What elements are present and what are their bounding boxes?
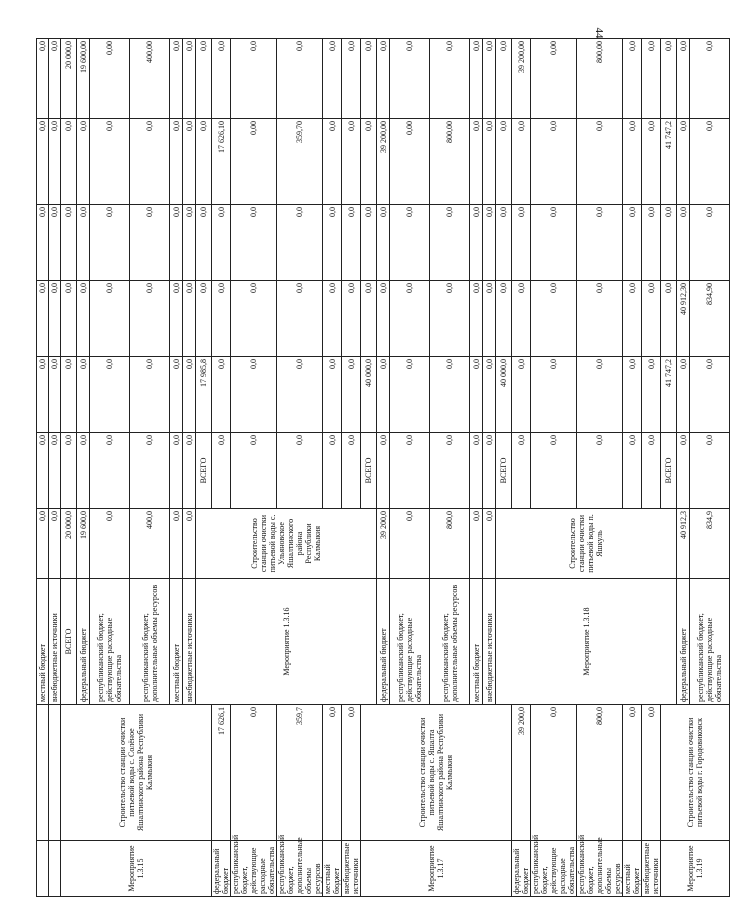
amount-cell: 0,0	[196, 39, 212, 119]
amount-cell: 0,0	[642, 39, 661, 119]
table-row	[212, 39, 231, 897]
amount-cell: 0,0	[642, 281, 661, 357]
amount-cell: 0,0	[231, 39, 277, 119]
funding-source-cell: республиканский бюджет, действующие расходные обязательства	[231, 841, 277, 897]
funding-source-cell: внебюджетные источники	[642, 841, 661, 897]
amount-cell: 0,0	[577, 281, 623, 357]
amount-cell: 0,0	[212, 205, 231, 281]
amount-cell: 0,0	[90, 433, 130, 509]
amount-cell: 0,0	[661, 39, 677, 119]
amount-cell: 0,0	[377, 357, 390, 433]
funding-source-cell: местный бюджет	[170, 579, 183, 705]
amount-cell: 0,0	[677, 357, 690, 433]
table-row	[361, 39, 377, 897]
amount-cell: 0,0	[61, 281, 77, 357]
amount-cell: 0,0	[390, 357, 430, 433]
amount-cell: 0,0	[61, 119, 77, 205]
amount-cell: 0,0	[37, 433, 49, 509]
amount-cell: 0,0	[483, 433, 496, 509]
amount-cell: 0,0	[470, 119, 483, 205]
amount-cell: 0,0	[277, 357, 323, 433]
amount-cell: 19 600,00	[77, 39, 90, 119]
funding-source-cell: внебюджетные источники	[183, 579, 196, 705]
amount-cell: 0,0	[183, 205, 196, 281]
amount-cell: 0,0	[531, 357, 577, 433]
amount-cell: 0,0	[361, 281, 377, 357]
amount-cell: 17 985,8	[196, 357, 212, 433]
amount-cell: 0,0	[61, 205, 77, 281]
funding-source-cell: федеральный бюджет	[77, 579, 90, 705]
amount-cell: 0,0	[170, 357, 183, 433]
amount-cell: 0,0	[342, 357, 361, 433]
amount-cell: 0,0	[470, 39, 483, 119]
amount-cell: 0,0	[690, 119, 730, 205]
amount-cell: 0,0	[130, 357, 170, 433]
amount-cell: 0,0	[170, 205, 183, 281]
amount-cell: 0,0	[130, 433, 170, 509]
amount-cell: 0,0	[512, 357, 531, 433]
amount-cell: 0,0	[77, 119, 90, 205]
amount-cell: 0,0	[512, 281, 531, 357]
amount-cell: 0,0	[49, 39, 61, 119]
amount-cell: 0,0	[342, 39, 361, 119]
total-label-cell: ВСЕГО	[496, 433, 512, 509]
table-row	[61, 39, 77, 897]
funding-source-cell: республиканский бюджет, дополнительные объемы ресурсов	[430, 579, 470, 705]
amount-cell: 0,0	[677, 39, 690, 119]
table-row	[642, 39, 661, 897]
amount-cell: 0,0	[130, 119, 170, 205]
amount-cell: 0,0	[690, 205, 730, 281]
funding-source-cell: внебюджетные источники	[342, 841, 361, 897]
amount-cell: 20 000,0	[61, 39, 77, 119]
measure-id-cell: Мероприятие 1.3.18	[496, 579, 677, 705]
amount-cell: 0,0	[483, 205, 496, 281]
amount-cell: 0,0	[130, 281, 170, 357]
amount-cell: 0,0	[231, 357, 277, 433]
table-row	[342, 39, 361, 897]
amount-cell: 0,0	[623, 357, 642, 433]
amount-cell: 0,0	[677, 433, 690, 509]
amount-cell: 0,0	[483, 281, 496, 357]
amount-cell: 0,0	[77, 433, 90, 509]
amount-cell: 40 912,3	[677, 509, 690, 579]
amount-cell: 0,0	[342, 705, 361, 841]
funding-source-cell: федеральный бюджет	[212, 841, 231, 897]
amount-cell: 800,0	[577, 705, 623, 841]
funding-source-cell: местный бюджет	[37, 579, 49, 705]
amount-cell: 0,0	[496, 281, 512, 357]
amount-cell: 0,0	[49, 281, 61, 357]
amount-cell: 0,00	[90, 39, 130, 119]
amount-cell: 0,0	[483, 39, 496, 119]
total-label-cell: ВСЕГО	[661, 433, 677, 509]
measure-id-cell: Мероприятие 1.3.16	[196, 579, 377, 705]
measure-id-cell	[37, 841, 49, 897]
amount-cell: 0,0	[361, 39, 377, 119]
amount-cell: 0,0	[512, 119, 531, 205]
amount-cell: 0,0	[531, 205, 577, 281]
measure-id-cell	[49, 841, 61, 897]
amount-cell: 0,0	[677, 205, 690, 281]
amount-cell: 0,0	[342, 205, 361, 281]
amount-cell: 0,0	[496, 39, 512, 119]
amount-cell: 0,0	[212, 39, 231, 119]
measure-id-cell: Мероприятие 1.3.17	[361, 841, 512, 897]
amount-cell: 0,0	[690, 357, 730, 433]
amount-cell: 41 747,2	[661, 357, 677, 433]
amount-cell: 834,9	[690, 509, 730, 579]
table-row	[623, 39, 642, 897]
amount-cell: 0,0	[677, 119, 690, 205]
amount-cell: 0,0	[577, 119, 623, 205]
amount-cell: 0,0	[623, 281, 642, 357]
amount-cell: 0,0	[49, 357, 61, 433]
amount-cell: 0,0	[577, 205, 623, 281]
amount-cell: 0,0	[623, 433, 642, 509]
amount-cell: 0,0	[49, 119, 61, 205]
amount-cell: 0,0	[577, 357, 623, 433]
total-label-cell: ВСЕГО	[196, 433, 212, 509]
funding-source-cell: внебюджетные источники	[483, 579, 496, 705]
amount-cell: 0,0	[37, 509, 49, 579]
amount-cell: 0,0	[196, 205, 212, 281]
amount-cell: 0,0	[377, 205, 390, 281]
funding-source-cell: республиканский бюджет, действующие расходные обязательства	[390, 579, 430, 705]
measure-name-cell: Строительство станции очистки питьевой воды г. Городовиковск	[661, 705, 730, 841]
amount-cell: 0,0	[277, 39, 323, 119]
amount-cell: 41 747,2	[661, 119, 677, 205]
page-number: 44	[593, 27, 605, 39]
amount-cell: 0,0	[690, 433, 730, 509]
funding-source-cell: федеральный бюджет	[377, 579, 390, 705]
amount-cell: 0,0	[277, 205, 323, 281]
amount-cell: 0,0	[623, 39, 642, 119]
amount-cell: 0,0	[531, 433, 577, 509]
amount-cell: 0,0	[430, 433, 470, 509]
funding-source-cell: федеральный бюджет	[677, 579, 690, 705]
table-row	[323, 39, 342, 897]
amount-cell: 800,00	[430, 119, 470, 205]
amount-cell: 40 000,0	[496, 357, 512, 433]
funding-table	[36, 38, 730, 897]
table-row	[577, 39, 623, 897]
amount-cell: 0,0	[77, 281, 90, 357]
amount-cell: 0,0	[170, 281, 183, 357]
amount-cell: 0,0	[183, 433, 196, 509]
amount-cell: 0,0	[390, 281, 430, 357]
amount-cell: 0,0	[277, 433, 323, 509]
amount-cell: 400,0	[130, 509, 170, 579]
table-row	[661, 39, 677, 897]
amount-cell: 0,0	[642, 433, 661, 509]
table-row	[231, 39, 277, 897]
amount-cell: 0,0	[390, 433, 430, 509]
measure-name-cell	[49, 705, 61, 841]
amount-cell: 0,0	[642, 119, 661, 205]
amount-cell: 0,0	[661, 281, 677, 357]
amount-cell: 0,0	[37, 39, 49, 119]
amount-cell: 0,0	[323, 433, 342, 509]
amount-cell: 0,0	[361, 205, 377, 281]
measure-id-cell: Мероприятие 1.3.15	[61, 841, 212, 897]
amount-cell: 0,0	[496, 119, 512, 205]
table-row	[277, 39, 323, 897]
amount-cell: 0,0	[170, 509, 183, 579]
amount-cell: 0,0	[90, 509, 130, 579]
amount-cell: 0,0	[470, 205, 483, 281]
amount-cell: 0,0	[90, 119, 130, 205]
table-row	[49, 39, 61, 897]
funding-source-cell: местный бюджет	[323, 841, 342, 897]
amount-cell: 0,0	[323, 357, 342, 433]
amount-cell: 0,0	[212, 281, 231, 357]
amount-cell: 0,0	[231, 281, 277, 357]
amount-cell: 0,0	[170, 39, 183, 119]
amount-cell: 0,0	[323, 205, 342, 281]
funding-source-cell: федеральный бюджет	[512, 841, 531, 897]
amount-cell: 39 200,00	[512, 39, 531, 119]
amount-cell: 39 200,0	[512, 705, 531, 841]
amount-cell: 0,0	[390, 509, 430, 579]
amount-cell: 0,0	[323, 281, 342, 357]
table-row	[37, 39, 49, 897]
funding-table-body	[37, 39, 730, 897]
amount-cell: 0,0	[196, 281, 212, 357]
amount-cell: 0,0	[470, 357, 483, 433]
amount-cell: 0,0	[49, 205, 61, 281]
amount-cell: 0,0	[623, 705, 642, 841]
amount-cell: 0,0	[37, 205, 49, 281]
measure-name-cell	[37, 705, 49, 841]
funding-source-cell: республиканский бюджет, дополнительные объемы ресурсов	[277, 841, 323, 897]
total-label-cell: ВСЕГО	[61, 579, 77, 705]
amount-cell: 0,0	[483, 357, 496, 433]
funding-source-cell: внебюджетные источники	[49, 579, 61, 705]
amount-cell: 0,0	[61, 433, 77, 509]
amount-cell: 0,0	[430, 281, 470, 357]
amount-cell: 0,00	[531, 39, 577, 119]
measure-name-cell: Строительство станции очистки питьевой воды с. Ульяновское Яшалтинского района Республики Калмыкия	[196, 509, 377, 579]
amount-cell: 0,0	[430, 39, 470, 119]
amount-cell: 0,0	[277, 281, 323, 357]
amount-cell: 0,0	[37, 281, 49, 357]
amount-cell: 0,00	[390, 119, 430, 205]
amount-cell: 0,0	[231, 205, 277, 281]
amount-cell: 0,0	[61, 357, 77, 433]
table-row	[531, 39, 577, 897]
funding-source-cell: республиканский бюджет, действующие расходные обязательства	[690, 579, 730, 705]
amount-cell: 0,0	[49, 509, 61, 579]
amount-cell: 0,0	[512, 433, 531, 509]
amount-cell: 0,0	[642, 357, 661, 433]
amount-cell: 0,0	[377, 433, 390, 509]
amount-cell: 0,0	[430, 205, 470, 281]
amount-cell: 19 600,0	[77, 509, 90, 579]
amount-cell: 0,0	[77, 357, 90, 433]
amount-cell: 0,0	[231, 705, 277, 841]
funding-source-cell: республиканский бюджет, действующие расходные обязательства	[90, 579, 130, 705]
amount-cell: 0,0	[342, 119, 361, 205]
amount-cell: 0,0	[212, 433, 231, 509]
amount-cell: 0,0	[661, 205, 677, 281]
amount-cell: 20 000,0	[61, 509, 77, 579]
amount-cell: 0,0	[90, 357, 130, 433]
rotated-landscape-page	[36, 39, 723, 897]
funding-source-cell: местный бюджет	[623, 841, 642, 897]
amount-cell: 0,0	[642, 705, 661, 841]
amount-cell: 39 200,00	[377, 119, 390, 205]
amount-cell: 0,0	[170, 119, 183, 205]
amount-cell: 0,0	[231, 433, 277, 509]
amount-cell: 0,0	[512, 205, 531, 281]
funding-source-cell: республиканский бюджет, дополнительные объемы ресурсов	[577, 841, 623, 897]
amount-cell: 0,0	[470, 509, 483, 579]
amount-cell: 0,0	[496, 205, 512, 281]
amount-cell: 0,0	[90, 281, 130, 357]
amount-cell: 0,0	[531, 281, 577, 357]
amount-cell: 40 000,0	[361, 357, 377, 433]
amount-cell: 800,0	[430, 509, 470, 579]
amount-cell: 0,0	[183, 119, 196, 205]
amount-cell: 0,0	[430, 357, 470, 433]
amount-cell: 0,0	[183, 509, 196, 579]
amount-cell: 400,00	[130, 39, 170, 119]
amount-cell: 0,0	[130, 205, 170, 281]
amount-cell: 0,0	[623, 205, 642, 281]
amount-cell: 0,0	[377, 281, 390, 357]
measure-name-cell: Строительство станции очистки питьевой воды с. Яшалта Яшалтинского района Республики Калмыкия	[361, 705, 512, 841]
amount-cell: 0,0	[342, 281, 361, 357]
amount-cell: 0,0	[642, 205, 661, 281]
amount-cell: 0,0	[183, 357, 196, 433]
amount-cell: 0,00	[231, 119, 277, 205]
amount-cell: 17 626,10	[212, 119, 231, 205]
measure-name-cell: Строительство станции очистки питьевой воды п. Яшкуль	[496, 509, 677, 579]
funding-source-cell: местный бюджет	[470, 579, 483, 705]
table-row	[512, 39, 531, 897]
amount-cell: 0,0	[342, 433, 361, 509]
measure-id-cell: Мероприятие 1.3.19	[661, 841, 730, 897]
amount-cell: 0,0	[323, 705, 342, 841]
amount-cell: 40 912,30	[677, 281, 690, 357]
amount-cell: 0,0	[531, 705, 577, 841]
amount-cell: 39 200,0	[377, 509, 390, 579]
funding-source-cell: республиканский бюджет, действующие расходные обязательства	[531, 841, 577, 897]
amount-cell: 0,0	[37, 119, 49, 205]
amount-cell: 0,0	[183, 39, 196, 119]
amount-cell: 0,0	[37, 357, 49, 433]
amount-cell: 0,0	[323, 119, 342, 205]
amount-cell: 0,0	[390, 39, 430, 119]
amount-cell: 0,0	[49, 433, 61, 509]
amount-cell: 359,7	[277, 705, 323, 841]
amount-cell: 0,0	[377, 39, 390, 119]
amount-cell: 0,0	[470, 281, 483, 357]
amount-cell: 0,0	[690, 39, 730, 119]
amount-cell: 0,0	[170, 433, 183, 509]
amount-cell: 0,0	[470, 433, 483, 509]
amount-cell: 17 626,1	[212, 705, 231, 841]
amount-cell: 834,90	[690, 281, 730, 357]
amount-cell: 800,00	[577, 39, 623, 119]
amount-cell: 0,0	[90, 205, 130, 281]
amount-cell: 0,0	[183, 281, 196, 357]
amount-cell: 0,0	[196, 119, 212, 205]
amount-cell: 359,70	[277, 119, 323, 205]
funding-source-cell: республиканский бюджет, дополнительные объемы ресурсов	[130, 579, 170, 705]
measure-name-cell: Строительство станции очистки питьевой воды с. Солёное Яшалтинского района Республики Калмыкия	[61, 705, 212, 841]
amount-cell: 0,0	[323, 39, 342, 119]
amount-cell: 0,0	[483, 119, 496, 205]
amount-cell: 0,0	[531, 119, 577, 205]
amount-cell: 0,0	[577, 433, 623, 509]
total-label-cell: ВСЕГО	[361, 433, 377, 509]
amount-cell: 0,0	[623, 119, 642, 205]
amount-cell: 0,0	[212, 357, 231, 433]
amount-cell: 0,0	[77, 205, 90, 281]
amount-cell: 0,0	[483, 509, 496, 579]
amount-cell: 0,0	[361, 119, 377, 205]
amount-cell: 0,0	[390, 205, 430, 281]
